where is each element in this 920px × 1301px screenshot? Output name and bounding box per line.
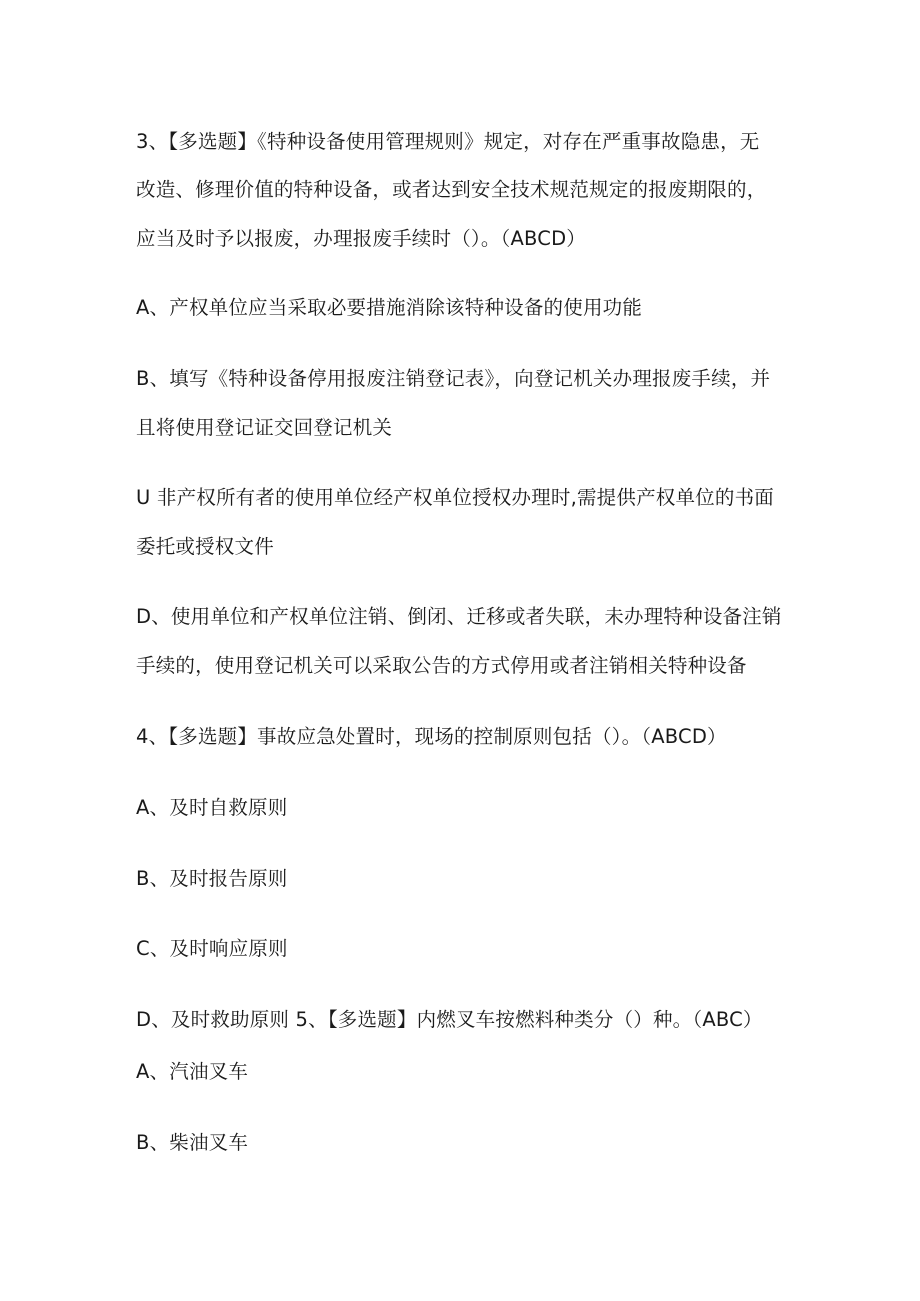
q4-option-c: C、及时响应原则 <box>136 937 288 960</box>
q5-option-a: A、汽油叉车 <box>136 1060 249 1083</box>
q3-option-c-line-1: U 非产权所有者的使用单位经产权单位授权办理时,需提供产权单位的书面 <box>136 486 774 509</box>
q4-stem: 4、【多选题】事故应急处置时，现场的控制原则包括（）。（ABCD） <box>136 725 727 748</box>
q4-option-a: A、及时自救原则 <box>136 796 288 819</box>
q3-stem-line-2: 改造、修理价值的特种设备，或者达到安全技术规范规定的报废期限的， <box>136 178 767 201</box>
q3-option-c-line-2: 委托或授权文件 <box>136 535 274 558</box>
q4-option-d-q5-stem: D、及时救助原则 5、【多选题】内燃叉车按燃料种类分（）种。（ABC） <box>136 1008 763 1031</box>
q4-option-b: B、及时报告原则 <box>136 867 288 890</box>
q3-stem-line-1: 3、【多选题】《特种设备使用管理规则》规定，对存在严重事故隐患，无 <box>136 130 760 153</box>
q3-option-d-line-2: 手续的，使用登记机关可以采取公告的方式停用或者注销相关特种设备 <box>136 654 747 677</box>
q3-option-a: A、产权单位应当采取必要措施消除该特种设备的使用功能 <box>136 296 643 319</box>
q5-option-b: B、柴油叉车 <box>136 1131 249 1154</box>
q3-stem-line-3: 应当及时予以报废，办理报废手续时（）。（ABCD） <box>136 227 587 250</box>
q3-option-d-line-1: D、使用单位和产权单位注销、倒闭、迁移或者失联，未办理特种设备注销 <box>136 605 782 628</box>
q3-option-b-line-1: B、填写《特种设备停用报废注销登记表》，向登记机关办理报废手续，并 <box>136 367 771 390</box>
q3-option-b-line-2: 且将使用登记证交回登记机关 <box>136 416 393 439</box>
